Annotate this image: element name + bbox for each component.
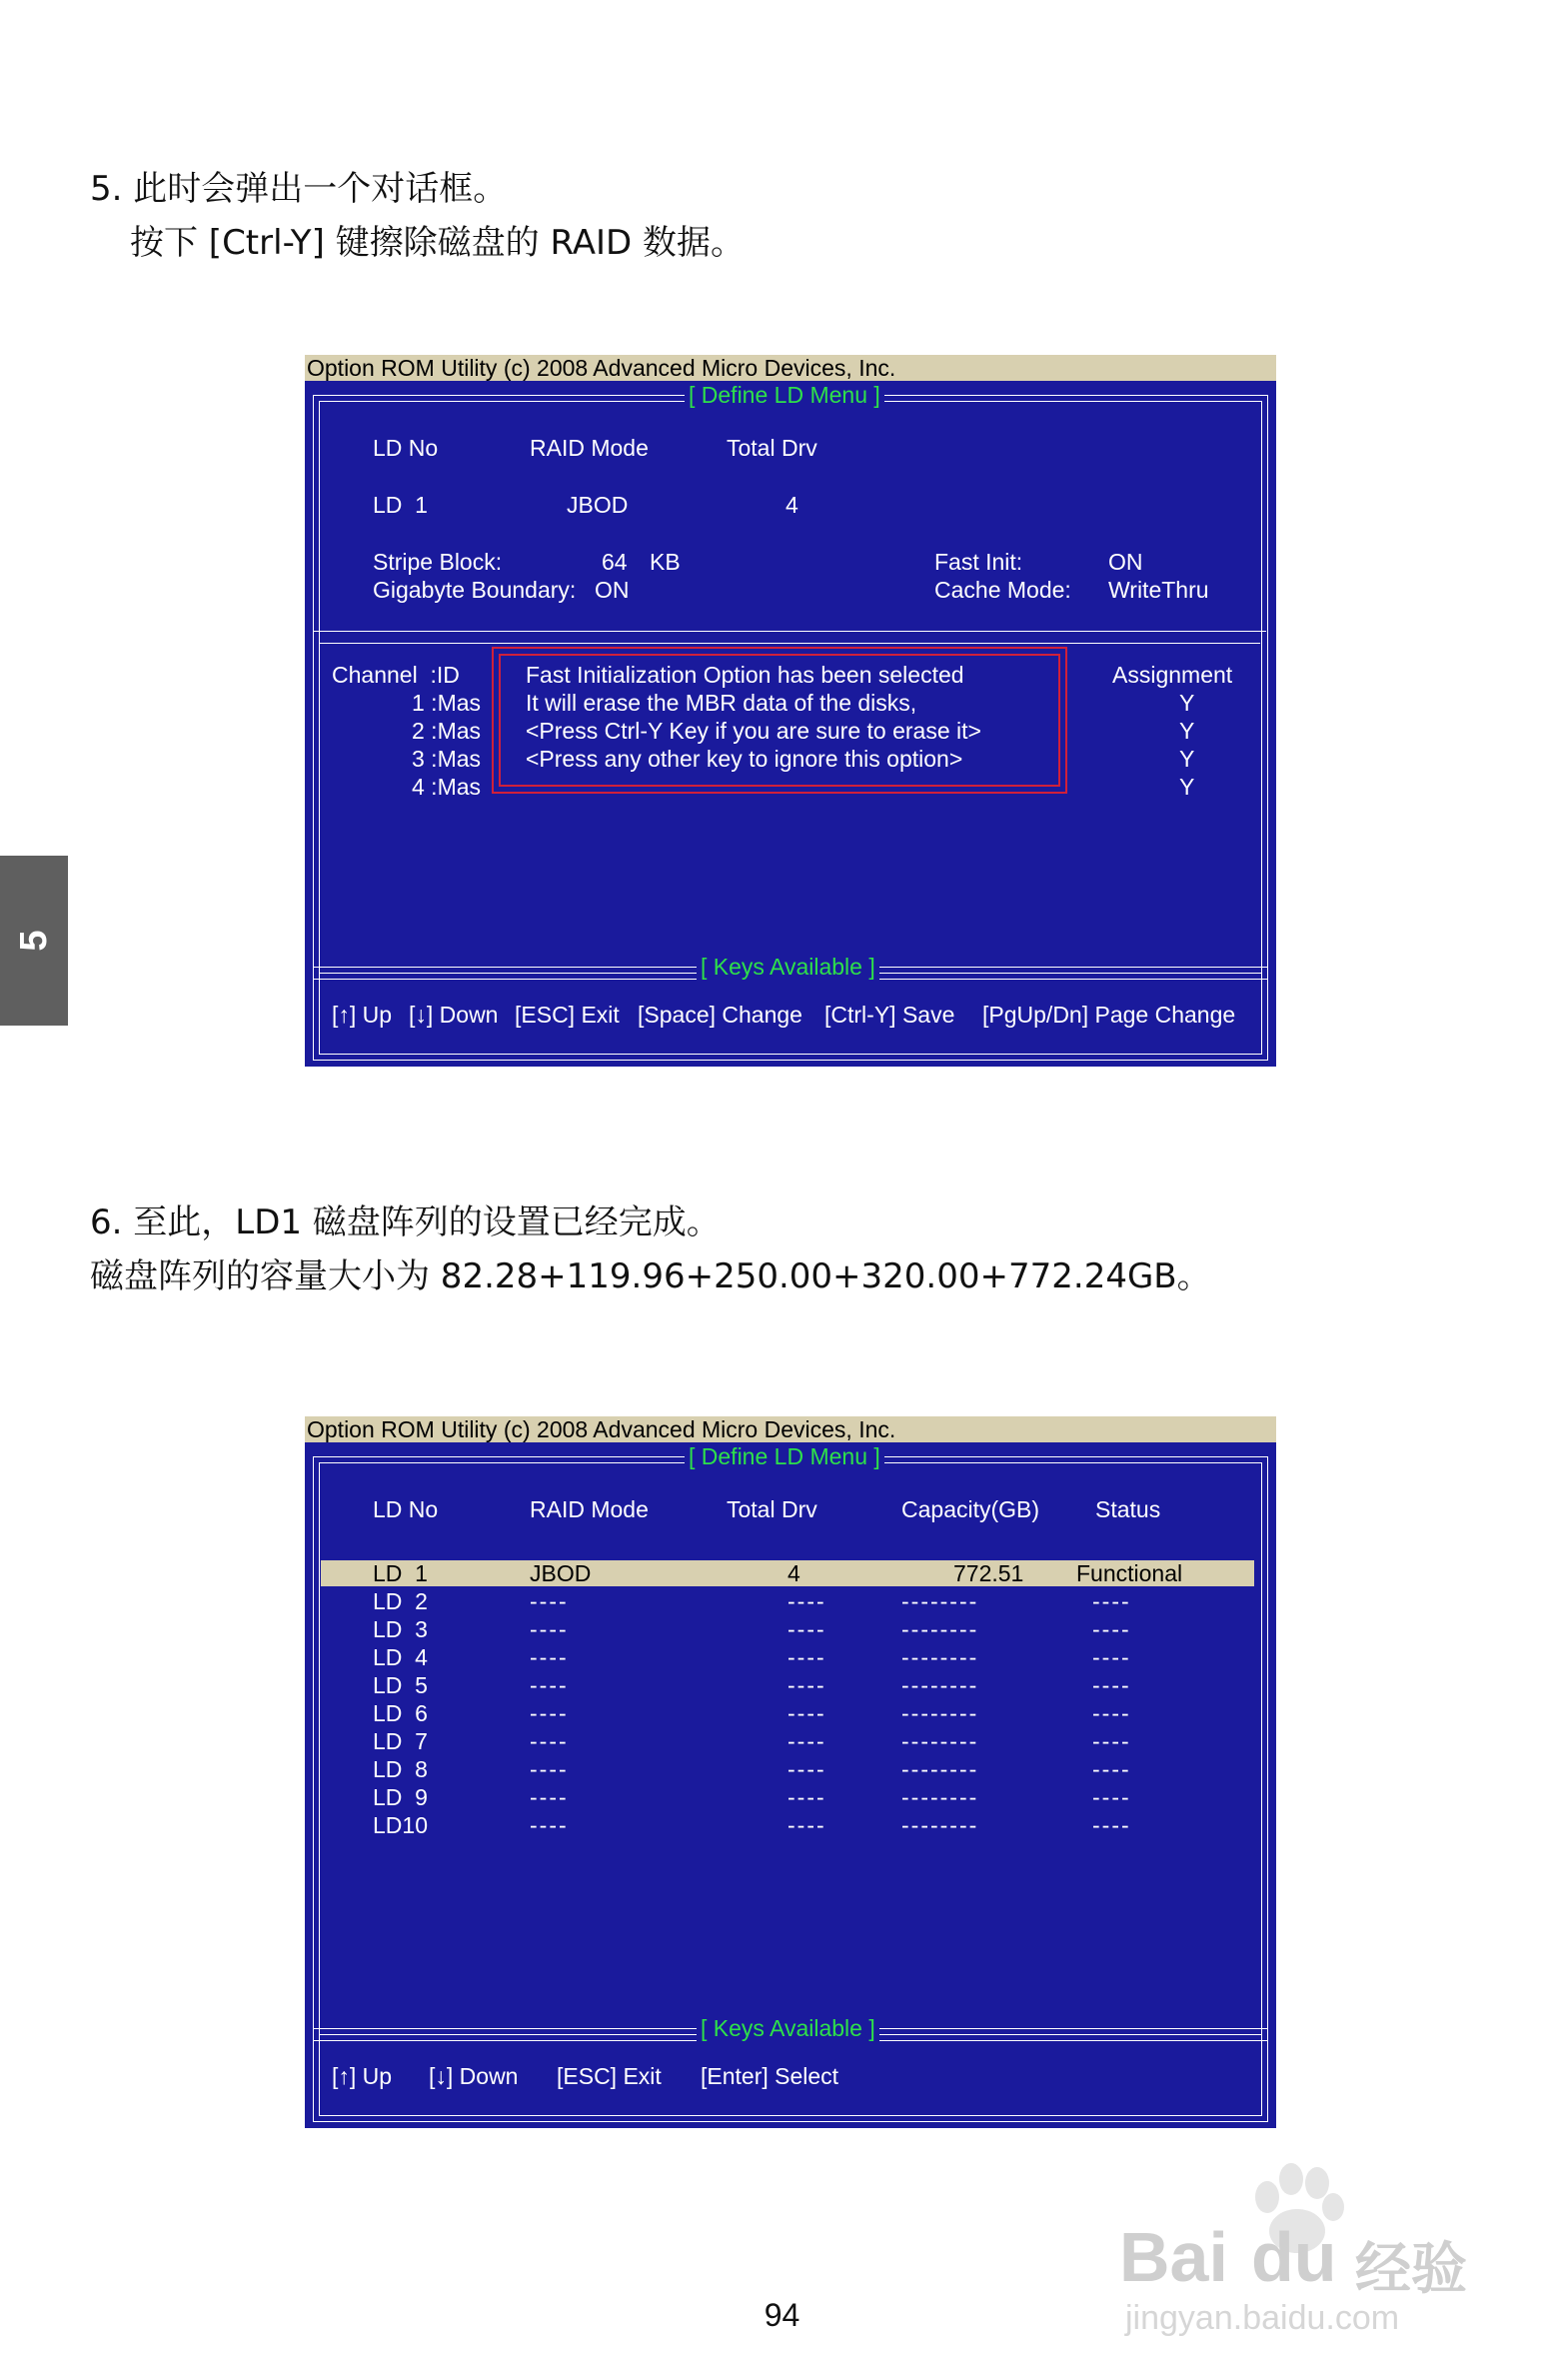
- fast-init-label: Fast Init:: [934, 549, 1023, 575]
- ld-cell-capacity: --------: [901, 1700, 979, 1726]
- ld-cell-drv: ----: [787, 1616, 826, 1642]
- watermark-brand-du: du: [1251, 2218, 1337, 2296]
- header-raid-mode: RAID Mode: [530, 1496, 649, 1522]
- bios-title-bar: Option ROM Utility (c) 2008 Advanced Micro Devices, Inc.: [305, 1416, 1276, 1442]
- key-esc-exit: [ESC] Exit: [515, 1002, 620, 1028]
- stripe-block-label: Stripe Block:: [373, 549, 503, 575]
- ld-cell-ld: LD 4: [373, 1644, 428, 1670]
- ld-cell-drv: ----: [787, 1588, 826, 1614]
- step6-line1: 6. 至此，LD1 磁盘阵列的设置已经完成。: [90, 1202, 721, 1242]
- ld-cell-status: ----: [1092, 1728, 1131, 1754]
- header-total-drv: Total Drv: [727, 1496, 817, 1522]
- header-capacity: Capacity(GB): [901, 1496, 1040, 1522]
- ld-cell-mode: ----: [530, 1672, 569, 1698]
- header-total-drv: Total Drv: [727, 435, 817, 461]
- key-ctrl-y-save: [Ctrl-Y] Save: [824, 1002, 955, 1028]
- header-ld-no: LD No: [373, 435, 439, 461]
- header-raid-mode: RAID Mode: [530, 435, 649, 461]
- ld-cell-status: ----: [1092, 1784, 1131, 1810]
- ld-cell-status: ----: [1092, 1616, 1131, 1642]
- panel-divider-2: [319, 643, 1260, 644]
- key-enter-select: [Enter] Select: [701, 2063, 839, 2089]
- channel-row: 3 :Mas: [412, 746, 482, 772]
- key-up: [↑] Up: [332, 2063, 393, 2089]
- channel-row: 4 :Mas: [412, 774, 482, 800]
- ld-cell-capacity: 772.51: [953, 1560, 1024, 1586]
- key-down: [↓] Down: [409, 1002, 499, 1028]
- ld-cell-status: ----: [1092, 1644, 1131, 1670]
- ld-cell-mode: ----: [530, 1700, 569, 1726]
- cache-mode-label: Cache Mode:: [934, 577, 1071, 603]
- ld-cell-mode: ----: [530, 1728, 569, 1754]
- ld-cell-status: ----: [1092, 1672, 1131, 1698]
- bios-title-bar: Option ROM Utility (c) 2008 Advanced Micro Devices, Inc.: [305, 355, 1276, 381]
- keys-available-title: [ Keys Available ]: [697, 954, 879, 980]
- ld-cell-ld: LD 3: [373, 1616, 428, 1642]
- stripe-block-value[interactable]: 64: [602, 549, 628, 575]
- channel-row: 2 :Mas: [412, 718, 482, 744]
- ld-cell-mode: ----: [530, 1812, 569, 1838]
- ld-cell-mode: JBOD: [530, 1560, 592, 1586]
- ld-row-ld[interactable]: LD 1: [373, 492, 428, 518]
- bios-screen-define-ld-list: [305, 1416, 1276, 2128]
- fast-init-value[interactable]: ON: [1108, 549, 1143, 575]
- ld-cell-mode: ----: [530, 1644, 569, 1670]
- key-up: [↑] Up: [332, 1002, 393, 1028]
- assignment-value: Y: [1179, 746, 1195, 772]
- step5-line1: 5. 此时会弹出一个对话框。: [90, 169, 508, 209]
- ld-cell-capacity: --------: [901, 1784, 979, 1810]
- ld-cell-mode: ----: [530, 1784, 569, 1810]
- gigabyte-boundary-label: Gigabyte Boundary:: [373, 577, 577, 603]
- chapter-tab: [0, 856, 68, 1026]
- gigabyte-boundary-value[interactable]: ON: [595, 577, 630, 603]
- ld-cell-capacity: --------: [901, 1672, 979, 1698]
- ld-cell-capacity: --------: [901, 1812, 979, 1838]
- key-esc-exit: [ESC] Exit: [557, 2063, 662, 2089]
- chapter-number: 5: [12, 930, 55, 952]
- dialog-line: Fast Initialization Option has been selected: [526, 662, 964, 688]
- header-ld-no: LD No: [373, 1496, 439, 1522]
- ld-cell-ld: LD 7: [373, 1728, 428, 1754]
- step5-line2: 按下 [Ctrl-Y] 键擦除磁盘的 RAID 数据。: [130, 223, 745, 263]
- assignment-value: Y: [1179, 774, 1195, 800]
- ld-cell-drv: ----: [787, 1784, 826, 1810]
- watermark-brand: Bai: [1119, 2218, 1228, 2296]
- ld-cell-capacity: --------: [901, 1616, 979, 1642]
- ld-cell-drv: ----: [787, 1812, 826, 1838]
- page-number: 94: [764, 2297, 800, 2333]
- ld-cell-status: ----: [1092, 1756, 1131, 1782]
- assignment-header: Assignment: [1112, 662, 1233, 688]
- ld-cell-drv: ----: [787, 1728, 826, 1754]
- ld-cell-mode: ----: [530, 1616, 569, 1642]
- channel-row: 1 :Mas: [412, 690, 482, 716]
- ld-cell-mode: ----: [530, 1588, 569, 1614]
- dialog-line: <Press any other key to ignore this option>: [526, 746, 963, 772]
- header-status: Status: [1095, 1496, 1161, 1522]
- ld-cell-capacity: --------: [901, 1756, 979, 1782]
- assignment-value: Y: [1179, 718, 1195, 744]
- ld-cell-ld: LD 2: [373, 1588, 428, 1614]
- watermark-cn: 经验: [1355, 2237, 1467, 2302]
- ld-cell-capacity: --------: [901, 1588, 979, 1614]
- dialog-line: It will erase the MBR data of the disks,: [526, 690, 917, 716]
- ld-cell-ld: LD10: [373, 1812, 428, 1838]
- define-ld-menu-title: [ Define LD Menu ]: [685, 382, 884, 408]
- ld-cell-ld: LD 8: [373, 1756, 428, 1782]
- keys-available-title: [ Keys Available ]: [697, 2015, 879, 2041]
- ld-cell-status: ----: [1092, 1700, 1131, 1726]
- ld-cell-drv: ----: [787, 1700, 826, 1726]
- define-ld-menu-title: [ Define LD Menu ]: [685, 1443, 884, 1469]
- ld-cell-drv: ----: [787, 1756, 826, 1782]
- key-page-change: [PgUp/Dn] Page Change: [982, 1002, 1236, 1028]
- ld-cell-drv: ----: [787, 1644, 826, 1670]
- ld-cell-status: ----: [1092, 1812, 1131, 1838]
- ld-cell-capacity: --------: [901, 1644, 979, 1670]
- dialog-line: <Press Ctrl-Y Key if you are sure to erase it>: [526, 718, 981, 744]
- ld-cell-ld: LD 5: [373, 1672, 428, 1698]
- assignment-value: Y: [1179, 690, 1195, 716]
- cache-mode-value[interactable]: WriteThru: [1108, 577, 1209, 603]
- ld-cell-ld: LD 6: [373, 1700, 428, 1726]
- ld-cell-drv: 4: [787, 1560, 800, 1586]
- ld-cell-ld: LD 9: [373, 1784, 428, 1810]
- key-down: [↓] Down: [429, 2063, 519, 2089]
- bios-screen-define-ld-dialog: [305, 355, 1276, 1067]
- channel-id-header: Channel :ID: [332, 662, 460, 688]
- ld-row-drv: 4: [785, 492, 798, 518]
- ld-cell-mode: ----: [530, 1756, 569, 1782]
- stripe-block-unit: KB: [650, 549, 681, 575]
- ld-cell-ld: LD 1: [373, 1560, 428, 1586]
- ld-row-mode: JBOD: [567, 492, 629, 518]
- watermark-url: jingyan.baidu.com: [1125, 2299, 1400, 2337]
- ld-cell-drv: ----: [787, 1672, 826, 1698]
- ld-cell-capacity: --------: [901, 1728, 979, 1754]
- ld-cell-status: Functional: [1076, 1560, 1183, 1586]
- ld-cell-status: ----: [1092, 1588, 1131, 1614]
- step6-line2: 磁盘阵列的容量大小为 82.28+119.96+250.00+320.00+772.24GB。: [90, 1256, 1211, 1296]
- key-space-change: [Space] Change: [638, 1002, 802, 1028]
